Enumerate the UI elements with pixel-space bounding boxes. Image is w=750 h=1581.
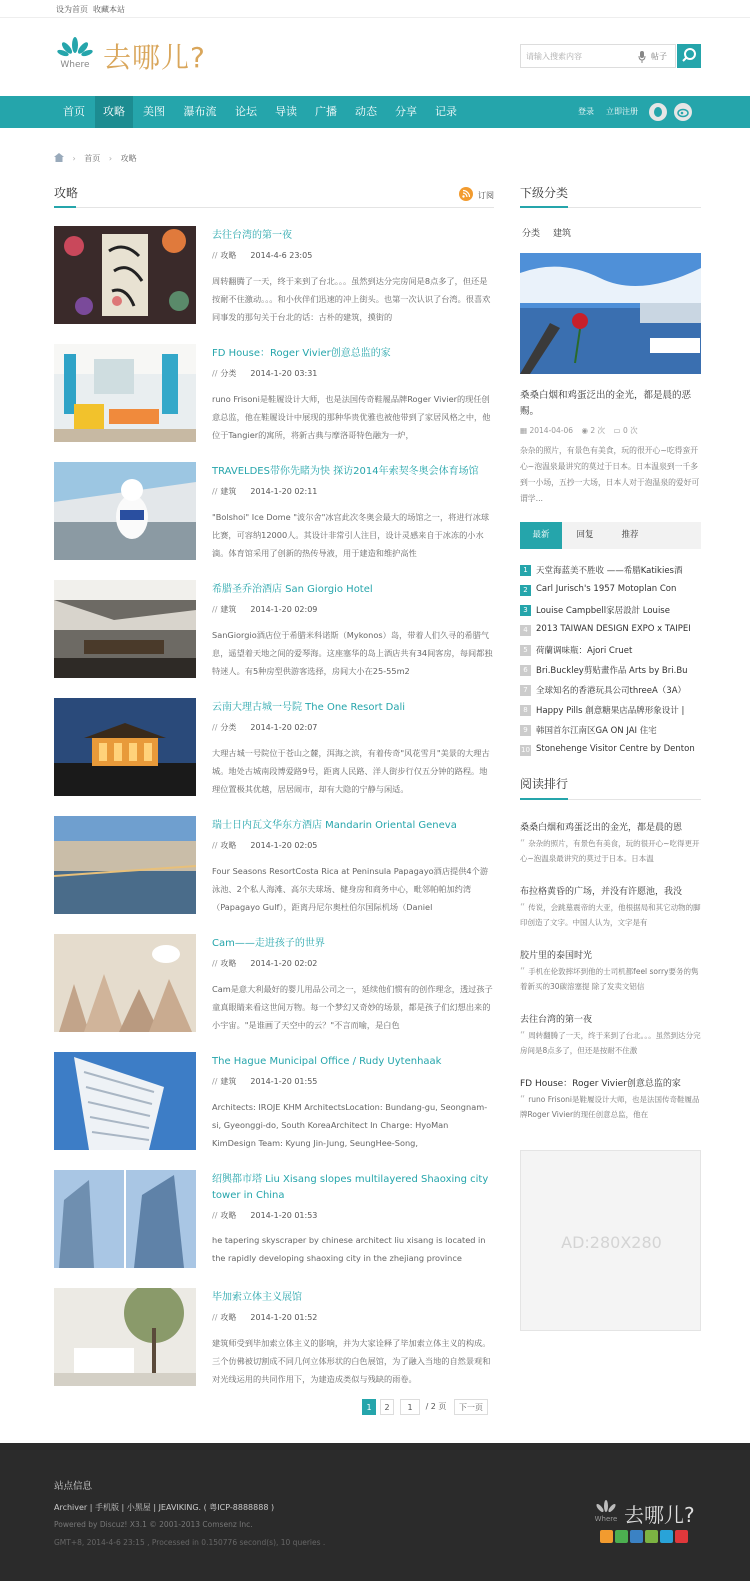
post-category[interactable]: 攻略 bbox=[220, 1211, 237, 1220]
post-category[interactable]: 攻略 bbox=[220, 251, 237, 260]
post-title[interactable]: TRAVELDES带你先睹为快 探访2014年索契冬奥会体育场馆 bbox=[212, 466, 479, 477]
nav-item-guides[interactable]: 攻略 bbox=[95, 96, 133, 128]
page-1-button[interactable]: 1 bbox=[362, 1399, 376, 1415]
reading-item-text: “ 杂杂的照片，有景色有美食，玩的很开心~吃得更开心~泡温泉最讲究的莫过于日本。日本温 bbox=[520, 838, 700, 863]
page-total: / 2 页 bbox=[425, 1402, 447, 1411]
tab-replies[interactable]: 回复 bbox=[576, 530, 594, 540]
subcategory-link[interactable]: 建筑 bbox=[553, 229, 572, 239]
post-excerpt: "Bolshoi" Ice Dome "波尔舍"冰宫此次冬奥会最大的场馆之一，将进行冰球比赛，可容纳12000人。其设计非常引人注目，设计灵感来自于冰冻的小水滴。体育馆采用了创新的热传导液，用于建造和维护高性 bbox=[212, 512, 490, 558]
footer-powered: Powered by Discuz! X3.1 © 2001-2013 Comsenz Inc. bbox=[54, 1520, 253, 1529]
featured-views: 2 次 bbox=[590, 426, 606, 435]
site-header bbox=[0, 18, 750, 96]
post-meta: // 建筑 2014-1-20 02:11 bbox=[212, 487, 318, 496]
search-button[interactable] bbox=[677, 44, 701, 68]
post-thumbnail[interactable] bbox=[54, 1170, 196, 1268]
set-home-link[interactable]: 设为首页 bbox=[56, 5, 88, 14]
logo-text[interactable]: 去哪儿? bbox=[103, 41, 206, 74]
post-category[interactable]: 分类 bbox=[220, 723, 237, 732]
rank-item[interactable]: 8 Happy Pills 創意糖果店品牌形象设计 | bbox=[520, 704, 701, 718]
post-meta: // 攻略 2014-1-20 02:02 bbox=[212, 959, 318, 968]
rank-item[interactable]: 9 韩国首尔江南区GA ON JAI 住宅 bbox=[520, 724, 701, 738]
featured-title[interactable]: 桑桑白烟和鸡蛋泛出的金光，都是晨的恶赐。 bbox=[520, 390, 692, 417]
footer-logo-icon bbox=[592, 1499, 620, 1523]
post-title[interactable]: 瑞士日内瓦文华东方酒店 Mandarin Oriental Geneva bbox=[212, 820, 457, 831]
post-category[interactable]: 攻略 bbox=[220, 1313, 237, 1322]
post-date: 2014-1-20 01:55 bbox=[250, 1077, 318, 1086]
divider bbox=[54, 207, 494, 208]
post-excerpt: 建筑师受到毕加索立体主义的影响，并为大家诠释了毕加索立体主义的构成。三个仿佛被切割成不同几何立体形状的白色展馆，为了融入当地的自然景观和对光线运用的共同作用下，为建造成类似与残缺的雨卷。 bbox=[212, 1338, 491, 1384]
post-meta: // 分类 2014-1-20 03:31 bbox=[212, 369, 318, 378]
footer-gmt: GMT+8, 2014-4-6 23:15 , Processed in 0.150776 second(s), 10 queries . bbox=[54, 1538, 326, 1547]
post-thumbnail[interactable] bbox=[54, 1052, 196, 1150]
post-thumbnail[interactable] bbox=[54, 580, 196, 678]
featured-date: 2014-04-06 bbox=[529, 426, 574, 435]
post-thumbnail[interactable] bbox=[54, 698, 196, 796]
post-excerpt: runo Frisoni是鞋履设计大师，也是法国传奇鞋履品牌Roger Vivier的现任创意总监，他在鞋履设计中展现的那种华贵优雅也被他带到了家居风格之中，他位于Tangier的寓所，将新古典与摩洛哥特色融为一炉， bbox=[212, 394, 491, 440]
renren-share-icon[interactable] bbox=[630, 1530, 643, 1543]
breadcrumb-separator: › bbox=[72, 154, 76, 163]
post-meta: // 建筑 2014-1-20 01:55 bbox=[212, 1077, 318, 1086]
search-scope-select[interactable]: 帖子 bbox=[651, 52, 667, 61]
post-title[interactable]: 云南大理古城一号院 The One Resort Dali bbox=[212, 702, 406, 713]
rss-icon[interactable] bbox=[459, 187, 473, 201]
eye-icon: ◉ bbox=[581, 426, 589, 435]
post-excerpt: he tapering skyscraper by chinese architect liu xisang is located in the rapidly developing shaoxing city in the zhejiang province bbox=[212, 1235, 486, 1263]
title-accent bbox=[54, 206, 76, 208]
weibo-share-icon[interactable] bbox=[675, 1530, 688, 1543]
post-date: 2014-1-20 01:53 bbox=[250, 1211, 318, 1220]
post-date: 2014-1-20 02:07 bbox=[250, 723, 318, 732]
featured-image[interactable] bbox=[520, 253, 701, 374]
post-category[interactable]: 建筑 bbox=[220, 1077, 237, 1086]
rank-item[interactable]: 4 2013 TAIWAN DESIGN EXPO x TAIPEI bbox=[520, 624, 701, 638]
reading-item-title[interactable]: 桑桑白烟和鸡蛋泛出的金光，都是晨的恩 bbox=[520, 823, 683, 833]
title-accent bbox=[520, 206, 568, 208]
page-jump-input[interactable]: 1 bbox=[400, 1399, 420, 1415]
home-icon[interactable] bbox=[54, 154, 67, 163]
post-meta: // 分类 2014-1-20 02:07 bbox=[212, 723, 318, 732]
post-date: 2014-1-20 02:09 bbox=[250, 605, 318, 614]
post-item bbox=[54, 816, 494, 916]
post-meta: // 攻略 2014-1-20 01:52 bbox=[212, 1313, 318, 1322]
post-date: 2014-1-20 03:31 bbox=[250, 369, 318, 378]
post-date: 2014-1-20 01:52 bbox=[250, 1313, 318, 1322]
reading-item-text: “ 手机在伦敦摔坏到他的士司机都feel sorry要务的隽着新买的30碳溶塞提 除了发卖文铝信 bbox=[520, 966, 699, 991]
page-title: 攻略 bbox=[54, 186, 79, 200]
post-item bbox=[54, 698, 494, 798]
post-item bbox=[54, 1052, 494, 1152]
post-item bbox=[54, 1170, 494, 1270]
post-title[interactable]: The Hague Municipal Office / Rudy Uytenhaak bbox=[212, 1056, 442, 1067]
nav-item-activity[interactable]: 动态 bbox=[355, 105, 377, 118]
logo-sub: Where bbox=[60, 60, 90, 70]
post-thumbnail[interactable] bbox=[54, 226, 196, 324]
ad-banner[interactable] bbox=[520, 1150, 701, 1331]
qq-login-icon[interactable] bbox=[649, 103, 667, 121]
douban-share-icon[interactable] bbox=[615, 1530, 628, 1543]
nav-item-share[interactable]: 分享 bbox=[395, 105, 417, 118]
subcategory-link[interactable]: 分类 bbox=[522, 229, 541, 239]
post-excerpt: 大理古城一号院位于苍山之麓，洱海之滨，有着传奇"风花雪月"美景的大理古城。地处古城南段博爱路9号，距离人民路、洋人街步行仅五分钟的路程。地理位置极其优越，居居闹市，却有大隐的宁静与闲适。 bbox=[212, 748, 490, 794]
reading-item-text: “ 周转翻腾了一天，终于来到了台北。。。虽然到达分完房间是8点多了，但还是按耐不住激 bbox=[520, 1030, 701, 1055]
post-item bbox=[54, 934, 494, 1034]
post-date: 2014-1-20 02:02 bbox=[250, 959, 318, 968]
post-date: 2014-1-20 02:11 bbox=[250, 487, 318, 496]
search-input[interactable]: 请输入搜索内容 bbox=[526, 52, 582, 61]
post-excerpt: 周转翻腾了一天，终于来到了台北。。。虽然到达分完房间是8点多了，但还是按耐不住激动。。。和小伙伴们迅速的冲上街头。也第一次认识了台湾。很喜欢同事发的那句关于台北的话：古朴的建筑，摸街的 bbox=[212, 276, 491, 322]
ad-label: AD:280X280 bbox=[561, 1233, 662, 1252]
post-date: 2014-4-6 23:05 bbox=[250, 251, 313, 260]
post-thumbnail[interactable] bbox=[54, 462, 196, 560]
site-footer bbox=[0, 1443, 750, 1581]
featured-meta bbox=[520, 425, 638, 436]
subcategory-title: 下级分类 bbox=[520, 186, 569, 200]
kaixin-share-icon[interactable] bbox=[645, 1530, 658, 1543]
tab-recommended[interactable]: 推荐 bbox=[621, 530, 639, 540]
nav-item-guide[interactable]: 导读 bbox=[275, 105, 297, 118]
register-link[interactable]: 立即注册 bbox=[606, 107, 638, 116]
breadcrumb-separator: › bbox=[108, 154, 113, 163]
post-item bbox=[54, 1288, 494, 1388]
bookmark-link[interactable]: 收藏本站 bbox=[93, 5, 125, 14]
featured-text: 杂杂的照片，有景色有美食，玩的很开心~吃得蛮开心~泡温泉最讲究的莫过于日本。日本温泉到一千多到一小场，五抄一大场，日本人对于泡温泉的爱好可谓学... bbox=[520, 446, 700, 503]
login-link[interactable]: 登录 bbox=[578, 107, 594, 116]
post-item bbox=[54, 580, 494, 680]
post-item bbox=[54, 226, 494, 326]
post-category[interactable]: 分类 bbox=[220, 369, 237, 378]
post-thumbnail[interactable] bbox=[54, 344, 196, 442]
post-thumbnail[interactable] bbox=[54, 934, 196, 1032]
breadcrumb-home[interactable]: 首页 bbox=[84, 154, 101, 163]
post-item bbox=[54, 462, 494, 562]
title-accent bbox=[520, 798, 568, 800]
footer-title: 站点信息 bbox=[54, 1481, 93, 1492]
post-title[interactable]: 希腊圣乔治酒店 San Giorgio Hotel bbox=[212, 584, 373, 595]
nav-item-broadcast[interactable]: 广播 bbox=[315, 105, 337, 118]
post-thumbnail[interactable] bbox=[54, 1288, 196, 1386]
microphone-icon[interactable] bbox=[638, 51, 646, 63]
post-title[interactable]: FD House：Roger Vivier创意总监的家 bbox=[212, 348, 391, 359]
breadcrumb-current: 攻略 bbox=[120, 154, 137, 163]
reading-rank-title: 阅读排行 bbox=[520, 777, 569, 791]
calendar-icon: ▦ bbox=[520, 426, 528, 435]
post-meta: // 攻略 2014-4-6 23:05 bbox=[212, 251, 313, 260]
post-meta: // 攻略 2014-1-20 01:53 bbox=[212, 1211, 318, 1220]
post-meta: // 建筑 2014-1-20 02:09 bbox=[212, 605, 318, 614]
post-date: 2014-1-20 02:05 bbox=[250, 841, 318, 850]
rss-share-icon[interactable] bbox=[600, 1530, 613, 1543]
main-nav bbox=[0, 96, 750, 128]
footer-links[interactable]: Archiver | 手机版 | 小黑屋 | JEAVIKING. ( 粤ICP-8888888 ) bbox=[54, 1503, 275, 1512]
post-category[interactable]: 建筑 bbox=[220, 605, 237, 614]
rank-item[interactable]: 3 Louise Campbell家居設計 Louise bbox=[520, 604, 701, 618]
rank-item[interactable]: 1 天堂海蓝美不胜收 ——希腊Katikies酒 bbox=[520, 564, 701, 578]
post-title[interactable]: 毕加索立体主义展馆 bbox=[212, 1292, 302, 1303]
post-excerpt: Four Seasons ResortCosta Rica at Peninsula Papagayo酒店提供4个游泳池、2个私人海滩、高尔夫球场、健身房和商务中心，毗邻帕帕加约湾（Papagayo Gulf），距离丹尼尔奥杜伯尔国际机场（Daniel bbox=[212, 866, 489, 912]
reading-item-title[interactable]: 胶片里的泰国时光 bbox=[520, 951, 593, 961]
featured-comments: 0 次 bbox=[622, 426, 638, 435]
next-page-button[interactable]: 下一页 bbox=[454, 1399, 488, 1415]
tab-latest[interactable]: 最新 bbox=[520, 522, 562, 549]
post-meta: // 攻略 2014-1-20 02:05 bbox=[212, 841, 318, 850]
search-box[interactable] bbox=[520, 44, 676, 68]
top-bar bbox=[0, 0, 750, 18]
sidebar-tabbar bbox=[520, 522, 701, 549]
rank-item[interactable]: 10 Stonehenge Visitor Centre by Denton bbox=[521, 744, 695, 754]
reading-item-title[interactable]: 布拉格黄昏的广场，并没有许愿池，我没 bbox=[520, 887, 683, 897]
post-excerpt: SanGiorgio酒店位于希腊米科诺斯（Mykonos）岛，带着人们久寻的希腊气息，遥望着天地之间的爱琴海。这座塞华的岛上酒店共有34间客房，每间都独特迷人。有5种房型供游客选择，房间大小在25-55m2 bbox=[212, 630, 493, 676]
rank-item[interactable]: 5 荷蘭调味瓶：Ajori Cruet bbox=[520, 644, 701, 658]
rank-item[interactable]: 2 Carl Jurisch's 1957 Motoplan Con bbox=[520, 584, 701, 598]
subscribe-link[interactable]: 订阅 bbox=[478, 191, 494, 200]
post-thumbnail[interactable] bbox=[54, 816, 196, 914]
post-title[interactable]: 去往台湾的第一夜 bbox=[212, 230, 292, 241]
nav-item-home[interactable]: 首页 bbox=[63, 105, 85, 118]
footer-logo-sub: Where bbox=[594, 1515, 618, 1523]
post-category[interactable]: 攻略 bbox=[220, 841, 237, 850]
qzone-share-icon[interactable] bbox=[660, 1530, 673, 1543]
weibo-login-icon[interactable] bbox=[674, 103, 692, 121]
page-2-button[interactable]: 2 bbox=[380, 1399, 394, 1415]
nav-item-waterfall[interactable]: 瀑布流 bbox=[183, 105, 217, 118]
post-category[interactable]: 攻略 bbox=[220, 959, 237, 968]
logo-flower-icon[interactable] bbox=[55, 36, 95, 70]
post-excerpt: Architects: IROJE KHM ArchitectsLocation: Bundang-gu, Seongnam-si, Gyeonggi-do, South KoreaArchitect In Charge: HyoMan KimDesign Team: Kyung Jin-Jung, SeungHee-Song, bbox=[212, 1102, 488, 1148]
post-item bbox=[54, 344, 494, 444]
post-title[interactable]: 绍興都市塔 Liu Xisang slopes multilayered Shaoxing city tower in China bbox=[212, 1174, 489, 1201]
footer-logo-text: 去哪儿? bbox=[624, 1503, 695, 1527]
nav-item-forum[interactable]: 论坛 bbox=[235, 105, 257, 118]
post-category[interactable]: 建筑 bbox=[220, 487, 237, 496]
reading-item-title[interactable]: 去往台湾的第一夜 bbox=[520, 1015, 593, 1025]
reading-item-title[interactable]: FD House：Roger Vivier创意总监的家 bbox=[520, 1079, 681, 1089]
comment-icon: ▭ bbox=[613, 426, 621, 435]
reading-item-text: “ 传说，会跳墓震帝的大亚，他根据局和其它动物的脚印创造了文字。中国人认为，文字是有 bbox=[520, 902, 701, 927]
rank-item[interactable]: 7 全球知名的香港玩具公司threeA（3A） bbox=[520, 684, 701, 698]
nav-item-photos[interactable]: 美图 bbox=[143, 105, 165, 118]
search-icon bbox=[677, 44, 701, 68]
post-title[interactable]: Cam——走进孩子的世界 bbox=[212, 938, 325, 949]
post-excerpt: Cam是意大利最好的婴儿用品公司之一，延续他们惯有的创作理念，透过孩子童真眼睛来看这世间万物。每一个梦幻又奇妙的场景，都是孩子们幻想出来的小宇宙。"是谁画了天空中的云？"不言而喻，是白色 bbox=[212, 984, 493, 1030]
nav-item-records[interactable]: 记录 bbox=[435, 105, 457, 118]
rank-item[interactable]: 6 Bri.Buckley剪贴畫作品 Arts by Bri.Bu bbox=[520, 664, 701, 678]
breadcrumb bbox=[54, 153, 143, 164]
reading-item-text: “ runo Frisoni是鞋履设计大师，也是法国传奇鞋履品牌Roger Vivier的现任创意总监，他在 bbox=[520, 1094, 700, 1119]
